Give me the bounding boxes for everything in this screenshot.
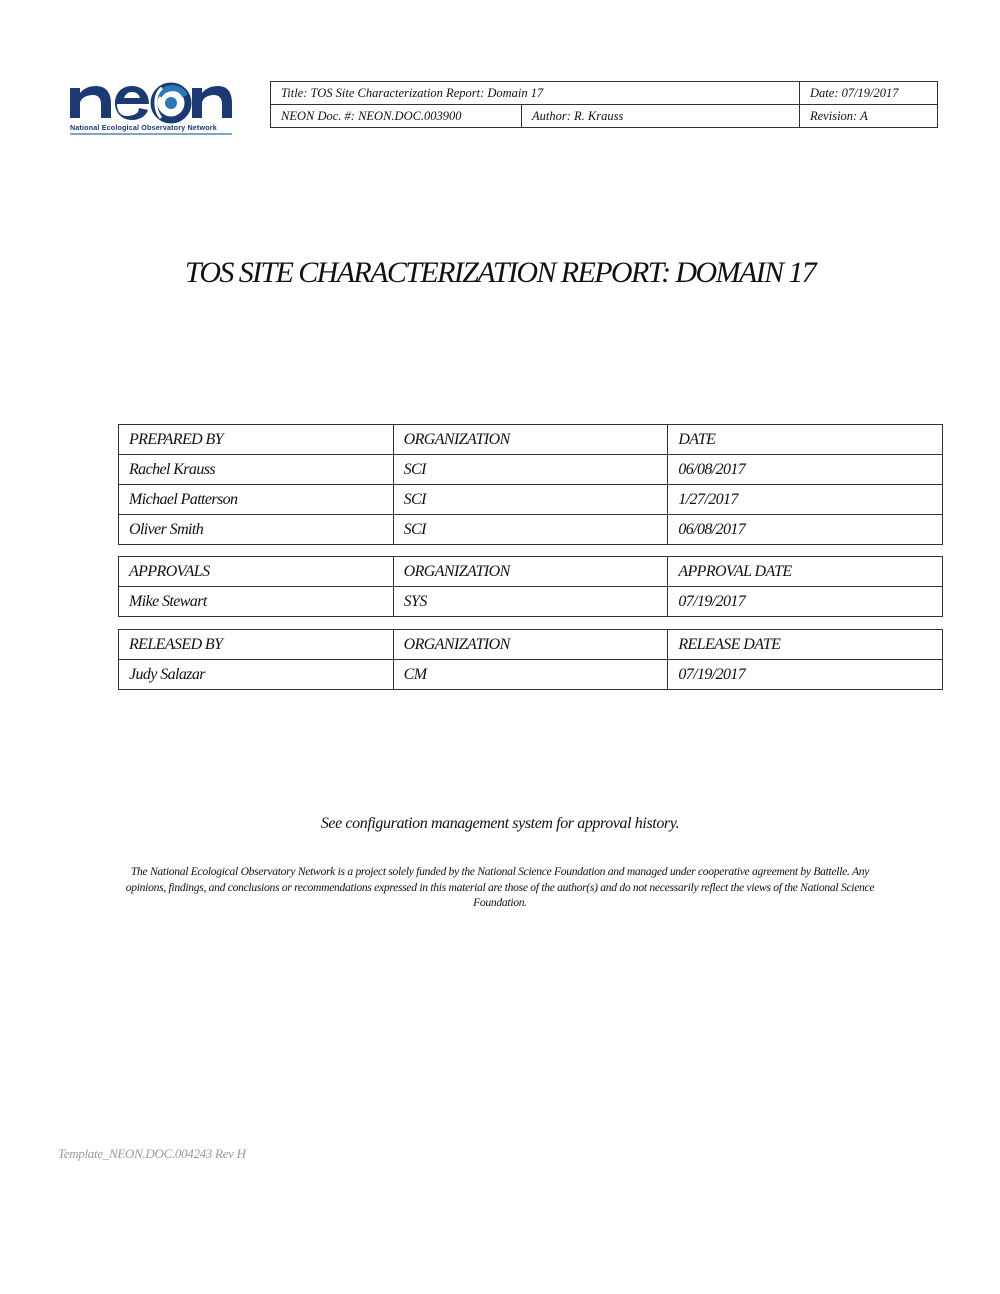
- table-cell: 07/19/2017: [668, 660, 943, 690]
- funding-statement: The National Ecological Observatory Network is a project solely funded by the National Science Foundation and managed under cooperative agreement by Battelle. Any opinions, findings, and conclusions or recommendations expressed in this material are those of the author(s) and do not necessarily reflect the views of the National Science Foundation.: [125, 865, 875, 909]
- table-header-cell: DATE: [668, 425, 943, 455]
- table-header-cell: RELEASED BY: [119, 630, 394, 660]
- table-row: [119, 587, 943, 617]
- table-row: [119, 660, 943, 690]
- table-cell: SCI: [393, 515, 668, 545]
- table-cell: Rachel Krauss: [119, 455, 394, 485]
- table-header-row: [119, 630, 943, 660]
- table-cell: 1/27/2017: [668, 485, 943, 515]
- header-author: Author: R. Krauss: [522, 105, 800, 128]
- table-header-cell: ORGANIZATION: [393, 425, 668, 455]
- table-header-cell: APPROVALS: [119, 557, 394, 587]
- logo-tagline: National Ecological Observatory Network: [70, 123, 217, 132]
- table-row: [119, 455, 943, 485]
- table-cell: CM: [393, 660, 668, 690]
- table-cell: SYS: [393, 587, 668, 617]
- table-cell: 06/08/2017: [668, 515, 943, 545]
- table-cell: SCI: [393, 485, 668, 515]
- template-footer: Template_NEON.DOC.004243 Rev H: [58, 1146, 246, 1161]
- table-header-cell: RELEASE DATE: [668, 630, 943, 660]
- prepared-by-table: [118, 424, 943, 545]
- table-cell: 07/19/2017: [668, 587, 943, 617]
- table-cell: 06/08/2017: [668, 455, 943, 485]
- header-doc-number: NEON Doc. #: NEON.DOC.003900: [271, 105, 522, 128]
- table-cell: Michael Patterson: [119, 485, 394, 515]
- approvals-table: [118, 556, 943, 617]
- document-header-table: [270, 81, 938, 128]
- configuration-note: See configuration management system for approval history.: [320, 815, 680, 832]
- table-header-cell: APPROVAL DATE: [668, 557, 943, 587]
- logo-underline: [70, 133, 232, 135]
- table-header-row: [119, 425, 943, 455]
- released-by-table: [118, 629, 943, 690]
- table-header-row: [119, 557, 943, 587]
- table-row: [119, 515, 943, 545]
- document-title: TOS SITE CHARACTERIZATION REPORT: DOMAIN 17: [184, 256, 816, 289]
- header-date: Date: 07/19/2017: [800, 82, 938, 105]
- table-header-cell: ORGANIZATION: [393, 630, 668, 660]
- table-header-cell: PREPARED BY: [119, 425, 394, 455]
- header-title: Title: TOS Site Characterization Report: Domain 17: [271, 82, 800, 105]
- table-cell: Mike Stewart: [119, 587, 394, 617]
- header-revision: Revision: A: [800, 105, 938, 128]
- table-cell: SCI: [393, 455, 668, 485]
- table-cell: Judy Salazar: [119, 660, 394, 690]
- table-row: [119, 485, 943, 515]
- table-cell: Oliver Smith: [119, 515, 394, 545]
- table-header-cell: ORGANIZATION: [393, 557, 668, 587]
